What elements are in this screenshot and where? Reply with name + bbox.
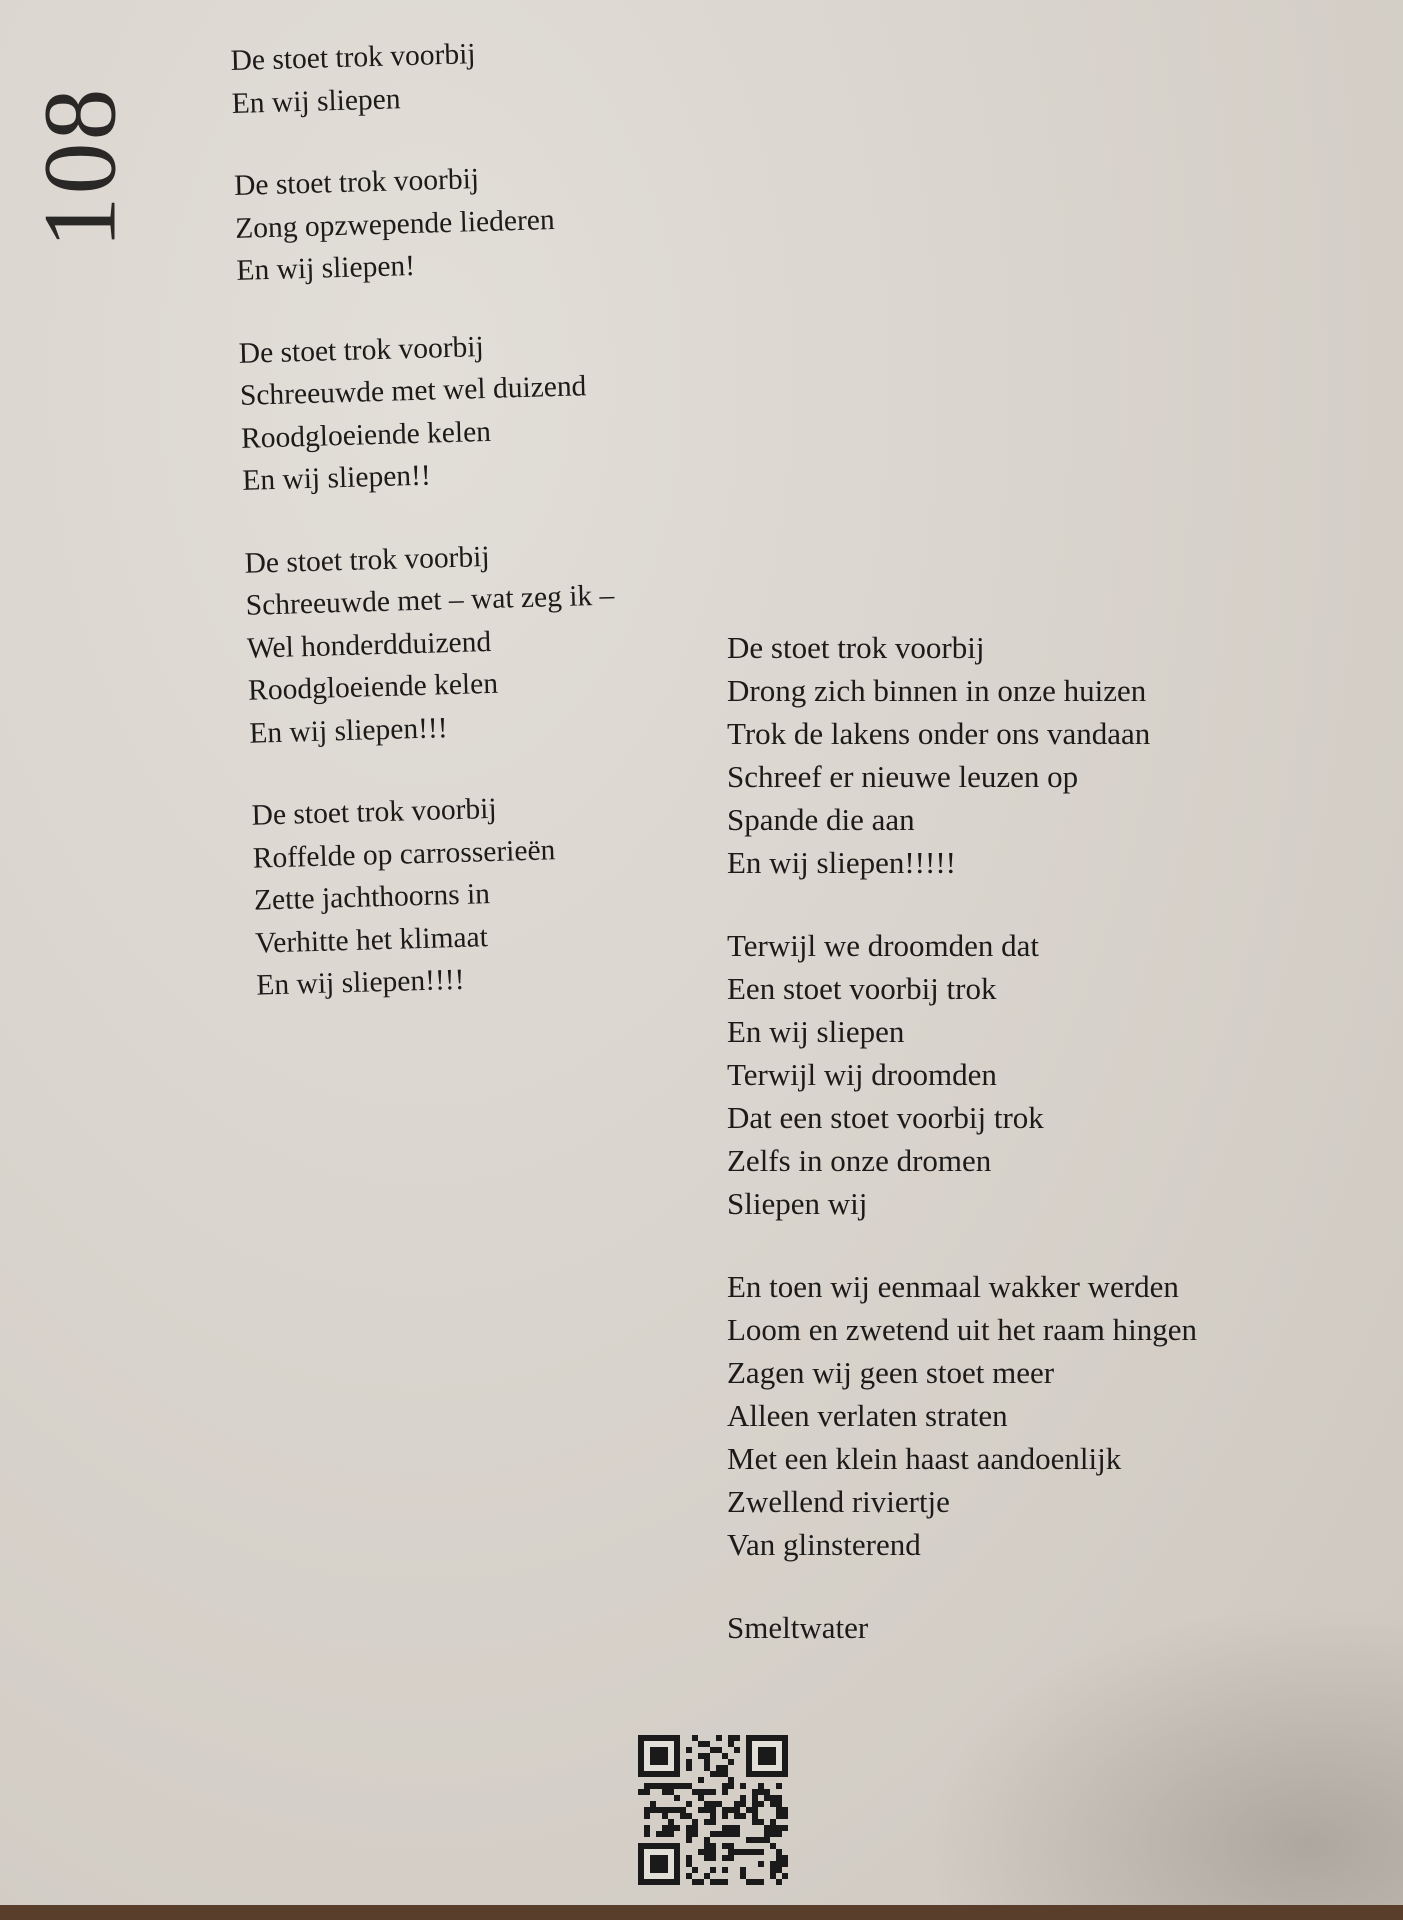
poem-line: Roffelde op carrosserieën bbox=[252, 833, 556, 875]
stanza bbox=[727, 1265, 1197, 1566]
poem-line: Sliepen wij bbox=[727, 1186, 868, 1221]
poem-line: Met een klein haast aandoenlijk bbox=[727, 1441, 1122, 1476]
poem-line: Zette jachthoorns in bbox=[253, 878, 491, 917]
hand-shadow bbox=[923, 1605, 1403, 1905]
page-number bbox=[22, 62, 138, 272]
poem-line: De stoet trok voorbij bbox=[230, 38, 476, 77]
poem-line: Wel honderdduizend bbox=[246, 625, 492, 665]
poem-line: En wij sliepen bbox=[231, 82, 401, 120]
stanza bbox=[727, 626, 1197, 884]
poem-line: Zong opzwepende liederen bbox=[234, 203, 556, 245]
poem-line: En wij sliepen! bbox=[236, 249, 416, 287]
table-edge bbox=[0, 1905, 1403, 1920]
poem-line: Dat een stoet voorbij trok bbox=[727, 1100, 1044, 1135]
stanza bbox=[238, 322, 611, 502]
poem-line: Verhitte het klimaat bbox=[254, 920, 489, 960]
poem-line: Roodgloeiende kelen bbox=[247, 667, 499, 707]
poem-line: Terwijl wij droomden bbox=[727, 1057, 997, 1092]
stanza bbox=[233, 155, 605, 293]
poem-line: De stoet trok voorbij bbox=[727, 630, 985, 665]
poem-line: Van glinsterend bbox=[727, 1527, 921, 1562]
stanza bbox=[230, 30, 601, 125]
poem-line: De stoet trok voorbij bbox=[233, 163, 480, 202]
poem-line: Een stoet voorbij trok bbox=[727, 971, 997, 1006]
poem-line: En wij sliepen!! bbox=[241, 459, 432, 497]
poem-line: De stoet trok voorbij bbox=[244, 540, 490, 580]
qr-code-icon bbox=[638, 1733, 788, 1887]
poem-line: Schreeuwde met wel duizend bbox=[239, 370, 587, 412]
stanza bbox=[251, 784, 625, 1007]
poem-line: Terwijl we droomden dat bbox=[727, 928, 1040, 963]
poem-line: Schreef er nieuwe leuzen op bbox=[727, 759, 1079, 794]
poem-line: Schreeuwde met – wat zeg ik – bbox=[245, 579, 615, 622]
poem-line: Roodgloeiende kelen bbox=[240, 415, 492, 455]
poem-line: En toen wij eenmaal wakker werden bbox=[727, 1269, 1179, 1304]
page-number-text: 108 bbox=[22, 86, 138, 248]
poem-line: De stoet trok voorbij bbox=[238, 330, 485, 370]
stanza bbox=[727, 924, 1197, 1225]
poem-line: Drong zich binnen in onze huizen bbox=[727, 673, 1147, 708]
poem-line: Zelfs in onze dromen bbox=[727, 1143, 992, 1178]
poem-line: Alleen verlaten straten bbox=[727, 1398, 1008, 1433]
poem-left-column bbox=[230, 30, 627, 1047]
poem-line: Zwellend riviertje bbox=[727, 1484, 950, 1519]
poem-line: Trok de lakens onder ons vandaan bbox=[727, 716, 1151, 751]
poem-line: Zagen wij geen stoet meer bbox=[727, 1355, 1055, 1390]
poem-line: En wij sliepen bbox=[727, 1014, 905, 1049]
poem-line: Loom en zwetend uit het raam hingen bbox=[727, 1312, 1198, 1347]
poem-line: En wij sliepen!!!!! bbox=[727, 845, 956, 880]
closing-word: Smeltwater bbox=[727, 1610, 869, 1645]
poem-line: En wij sliepen!!! bbox=[248, 711, 448, 750]
poem-line: De stoet trok voorbij bbox=[251, 792, 498, 832]
poem-line: Spande die aan bbox=[727, 802, 915, 837]
stanza bbox=[244, 532, 618, 755]
poem-line: En wij sliepen!!!! bbox=[255, 963, 465, 1002]
qr-code-graphic bbox=[638, 1733, 788, 1887]
poem-right-column bbox=[727, 626, 1197, 1649]
